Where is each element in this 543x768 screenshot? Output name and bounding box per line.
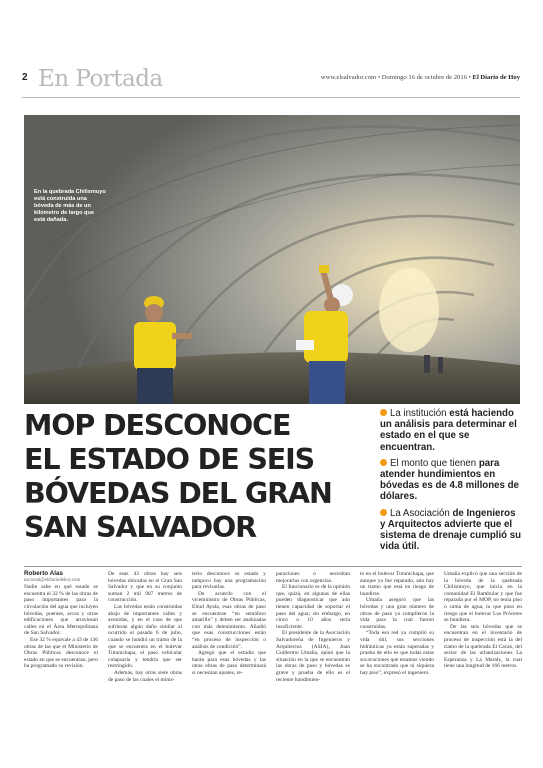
article-column-3 (192, 571, 266, 677)
tunnel-photo (24, 115, 520, 404)
headline-line-4: SAN SALVADOR (24, 511, 256, 544)
section-title: En Portada (38, 66, 163, 92)
article-column-5 (360, 571, 434, 677)
paragraph: Las bóvedas están construidas abajo de importantes calles y avenidas, y en el caso de que sufrieran algún daño similar al ocurrido el pasado 6 de julio, cuando se hundió un tramo de la que se encuentra en el bulevar Tutunichapa, el paso vehicular colapsaría y tendría que ser restringido. (108, 603, 182, 670)
photo-caption: En la quebrada Chilismuyo está construida una bóveda de más de un kilómetro de largo que está dañada. (34, 189, 106, 223)
bullet-dot-icon (380, 409, 387, 416)
highlights (380, 408, 523, 557)
article-column-4 (276, 571, 350, 683)
paragraph: “Toda esa red ya cumplió su vida útil, sus secciones hidráulicas ya están superadas y prueba de ello es que todas estas socavaciones que estamos viendo se ha encontrado que ni siquiera hay piso”, expresó el ingeniero. (360, 630, 434, 676)
tunnel-illustration (24, 115, 520, 404)
headline-line-2: EL ESTADO DE SEIS (24, 443, 315, 476)
highlight-item: La Asociación de Ingenieros y Arquitectos advierte que el sistema de drenaje cumplió su vida útil. (380, 507, 522, 553)
paragraph: Umaña aseguró que las bóvedas y una gran número de obras de paso ya cumplieron la vida para la cual fueron construidas. (360, 597, 434, 630)
paragraph: El presidente de la Asociación Salvadoreña de Ingenieros y Arquitectos (ASIA), Juan Guillermo Umaña, opinó que la situación en la que se encuentran las obras de paso y bóvedas es grave y prueba de ello es el reciente hundimien- (276, 630, 350, 683)
headline (24, 409, 374, 545)
paragraph: Además, hay otras siete obras de paso de las cuales el minis- (108, 669, 182, 683)
headline-line-1: MOP DESCONOCE (24, 409, 291, 442)
bullet-dot-icon (380, 459, 387, 466)
article-column-6 (444, 571, 522, 670)
paragraph: El funcionario es de la opinión que, quizá, en algunas de ellas pueden diagnosticar que aún tienen capacidad de soportar el paso del agua; sin embargo, en cinco o 10 años sería insuficiente. (276, 584, 350, 630)
headline-line-3: BÓVEDAS DEL GRAN (24, 477, 332, 510)
paragraph: to en el bulevar Tutunichapa, que aunque ya fue reparado, aún hay un tramo que está en riesgo de hundirse. (360, 571, 434, 597)
meta-date: Domingo 16 de octubre de 2016 (381, 74, 467, 81)
paragraph: paraciones o necesitan mejorarlas con urgencias. (276, 571, 350, 584)
paragraph: De esas 43 obras hay seis bóvedas ubicadas en el Gran San Salvador y que en su conjunto suman 2 mil 907 metros de construcción. (108, 571, 182, 604)
meta-paper: El Diario de Hoy (472, 74, 520, 81)
header-meta: www.elsalvador.com • Domingo 16 de octubre de 2016 • El Diario de Hoy (320, 74, 520, 81)
paragraph: De las seis bóvedas que se encuentran en el inventario de proceso de inspección está la del tramo de la quebrada El Cacao, del sector de las urbanizaciones La Esperanza y La Maraly, la cual tiene una longitud de 166 metros. (444, 623, 522, 670)
article-body (24, 571, 522, 749)
highlight-item: La institución está haciendo un análisis para determinar el estado en el que se encuentran. (380, 408, 517, 453)
headline-divider (24, 566, 522, 567)
article-column-2 (108, 571, 182, 683)
page-header (22, 66, 520, 100)
paragraph: Agregó que el estudio que harán para esas bóvedas y las otras obras de paso determinará si necesitan ajustes, re- (192, 650, 266, 676)
page-number: 2 (22, 72, 28, 83)
paragraph: Ese 32 % equivale a 43 de 136 obras de las que el Ministerio de Obras Públicas desconoce el estado en que se encuentran, pero ha programado su revisión. (24, 636, 98, 670)
paragraph: terio desconoce su estado y tampoco hay una programación para revisarlas. (192, 571, 266, 591)
byline-email: nacional@eldiariodehoy.com (24, 577, 81, 583)
bullet-dot-icon (380, 509, 387, 516)
paragraph: De acuerdo con el viceministro de Obras Públicas, Eliud Ayala, esas obras de paso se encuentran “en semáforo amarillo” y deben ser analizadas con más detenimiento. Añadió que esas construcciones están “en proceso de inspección o análisis de condición”. (192, 590, 266, 650)
paragraph: Umaña explicó que una sección de la bóveda de la quebrada Chilismuyo, que inicia en la comunidad El Bambular y que fue reparada por el MOP, no tenía piso o cama de agua, lo que puso en riesgo que el bulevar Los Próceres se hundiera. (444, 571, 522, 624)
header-rule (22, 97, 520, 98)
article-column-1 (24, 571, 98, 670)
paragraph: Nadie sabe en qué estado se encuentra el 32 % de las obras de paso importantes para la circulación del agua que incluyen bóvedas, puentes, arcos y otras edificaciones que atraviesan calles en el Área Metropolitana de San Salvador. (24, 584, 98, 637)
highlight-item: El monto que tienen para atender hundimientos en bóvedas es de 4.8 millones de dólares. (380, 457, 519, 503)
byline: Roberto Alas (24, 570, 63, 577)
meta-site: www.elsalvador.com (320, 74, 377, 81)
